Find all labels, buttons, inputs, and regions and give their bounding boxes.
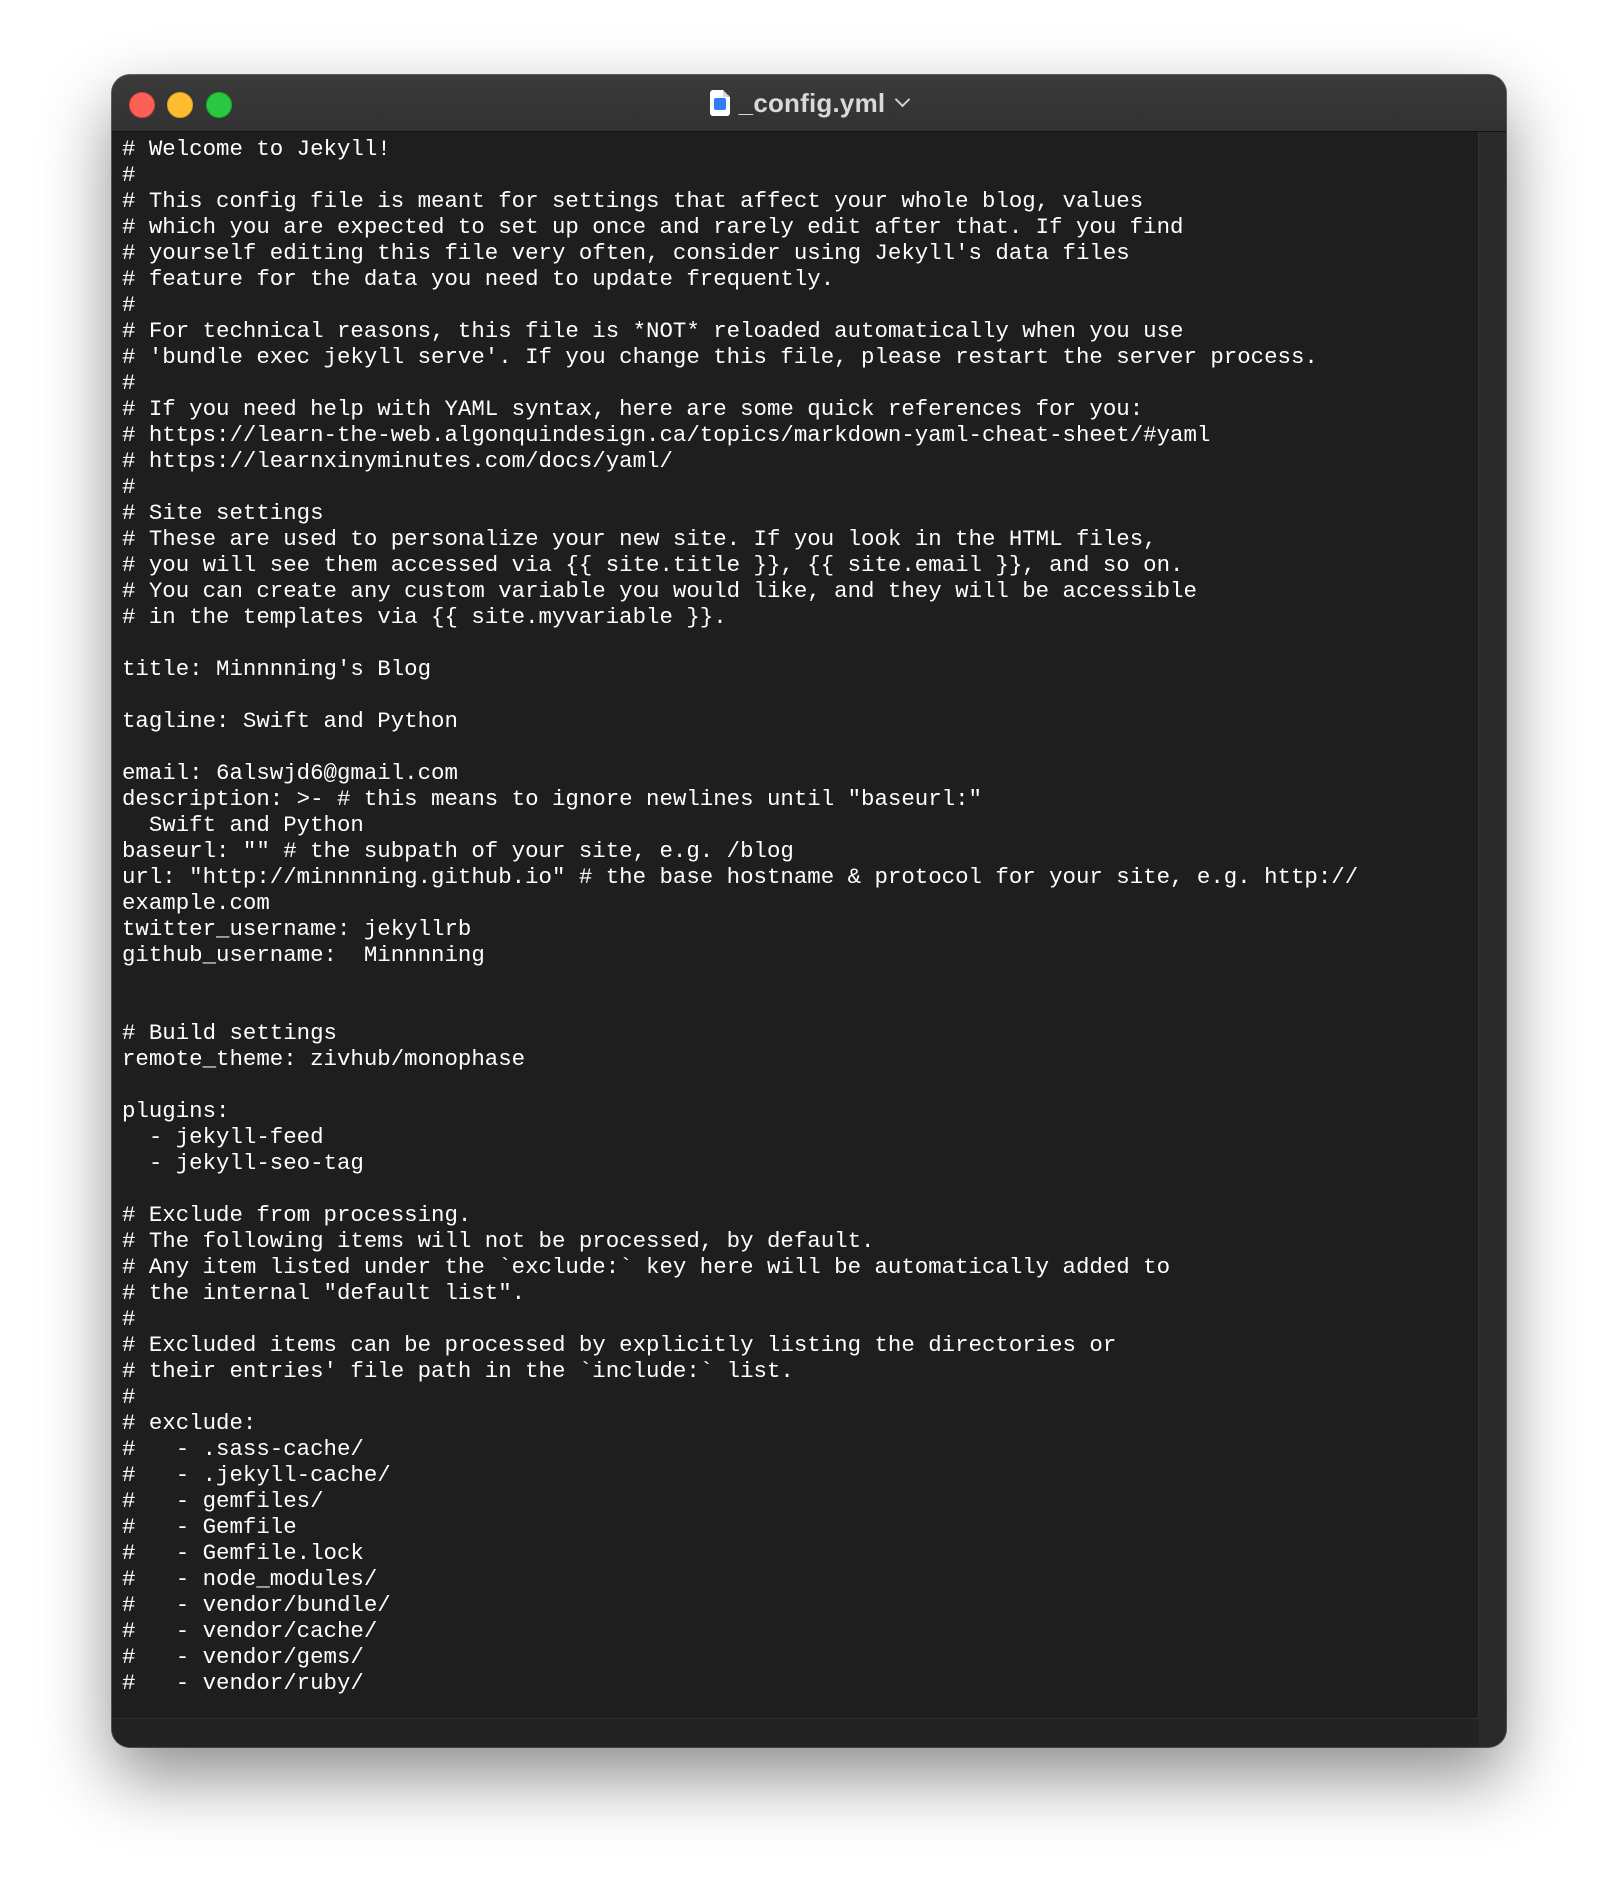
text-line[interactable]: # which you are expected to set up once and rarely edit after that. If you find (122, 214, 1184, 240)
vertical-scrollbar[interactable] (1478, 132, 1506, 1747)
text-line[interactable]: tagline: Swift and Python (122, 708, 458, 734)
text-editor-window (112, 75, 1506, 1747)
text-line[interactable]: github_username: Minnnning (122, 942, 485, 968)
text-line[interactable]: # These are used to personalize your new site. If you look in the HTML files, (122, 526, 1157, 552)
horizontal-scrollbar[interactable] (112, 1718, 1479, 1747)
text-line[interactable]: description: >- # this means to ignore newlines until "baseurl:" (122, 786, 982, 812)
text-line[interactable]: # yourself editing this file very often, consider using Jekyll's data files (122, 240, 1130, 266)
text-line[interactable]: # in the templates via {{ site.myvariable }}. (122, 604, 727, 630)
text-line[interactable]: Swift and Python (122, 812, 364, 838)
text-line[interactable]: # - node_modules/ (122, 1566, 378, 1592)
text-line[interactable]: # exclude: (122, 1410, 257, 1436)
text-line[interactable] (122, 682, 1479, 708)
text-line[interactable]: # their entries' file path in the `include:` list. (122, 1358, 794, 1384)
text-line[interactable]: # (122, 474, 136, 500)
text-line[interactable]: # - Gemfile.lock (122, 1540, 364, 1566)
text-line[interactable] (122, 968, 1479, 994)
text-line[interactable]: # 'bundle exec jekyll serve'. If you change this file, please restart the server process. (122, 344, 1318, 370)
document-icon (710, 90, 730, 116)
text-line[interactable]: url: "http://minnnning.github.io" # the base hostname & protocol for your site, e.g. http:// (122, 864, 1359, 890)
text-line[interactable]: - jekyll-feed (122, 1124, 324, 1150)
text-line[interactable]: baseurl: "" # the subpath of your site, e.g. /blog (122, 838, 794, 864)
text-line[interactable] (122, 1176, 1479, 1202)
text-editing-area[interactable] (112, 132, 1479, 1719)
text-line[interactable] (122, 994, 1479, 1020)
text-line[interactable]: # https://learn-the-web.algonquindesign.ca/topics/markdown-yaml-cheat-sheet/#yaml (122, 422, 1211, 448)
window-title-group[interactable] (112, 75, 1506, 131)
text-line[interactable]: # (122, 1384, 136, 1410)
text-line[interactable]: # - .sass-cache/ (122, 1436, 364, 1462)
text-line[interactable]: # Any item listed under the `exclude:` key here will be automatically added to (122, 1254, 1171, 1280)
text-line[interactable]: twitter_username: jekyllrb (122, 916, 472, 942)
document-text[interactable] (112, 132, 1479, 1696)
text-line[interactable]: # the internal "default list". (122, 1280, 526, 1306)
text-line[interactable] (122, 630, 1479, 656)
text-line[interactable]: title: Minnnning's Blog (122, 656, 432, 682)
text-line[interactable] (122, 1072, 1479, 1098)
text-line[interactable]: - jekyll-seo-tag (122, 1150, 364, 1176)
text-line[interactable]: # You can create any custom variable you would like, and they will be accessible (122, 578, 1197, 604)
text-line[interactable] (122, 734, 1479, 760)
title-bar[interactable] (112, 75, 1506, 132)
text-line[interactable]: # This config file is meant for settings that affect your whole blog, values (122, 188, 1144, 214)
document-glyph (714, 98, 726, 110)
text-line[interactable]: # Exclude from processing. (122, 1202, 472, 1228)
text-line[interactable]: remote_theme: zivhub/monophase (122, 1046, 526, 1072)
text-line[interactable]: # Excluded items can be processed by explicitly listing the directories or (122, 1332, 1117, 1358)
text-line[interactable]: # you will see them accessed via {{ site.title }}, {{ site.email }}, and so on. (122, 552, 1184, 578)
window-title[interactable]: _config.yml (738, 87, 886, 118)
text-line[interactable]: # - vendor/bundle/ (122, 1592, 391, 1618)
text-line[interactable]: # If you need help with YAML syntax, here are some quick references for you: (122, 396, 1144, 422)
text-line[interactable]: plugins: (122, 1098, 230, 1124)
text-line[interactable]: # Build settings (122, 1020, 337, 1046)
text-line[interactable]: # (122, 292, 136, 318)
text-line[interactable]: # - vendor/ruby/ (122, 1670, 364, 1696)
text-line[interactable]: # - .jekyll-cache/ (122, 1462, 391, 1488)
text-line[interactable]: # Site settings (122, 500, 324, 526)
text-line[interactable]: # - vendor/gems/ (122, 1644, 364, 1670)
text-line[interactable]: # feature for the data you need to update frequently. (122, 266, 835, 292)
text-line[interactable]: # Welcome to Jekyll! (122, 136, 391, 162)
text-line[interactable]: # - Gemfile (122, 1514, 297, 1540)
text-line[interactable]: # (122, 1306, 136, 1332)
text-line[interactable]: # - vendor/cache/ (122, 1618, 378, 1644)
text-line[interactable]: # - gemfiles/ (122, 1488, 324, 1514)
chevron-down-icon[interactable] (895, 92, 911, 108)
text-line[interactable]: # (122, 370, 136, 396)
text-line[interactable]: example.com (122, 890, 270, 916)
text-line[interactable]: # (122, 162, 136, 188)
text-line[interactable]: # https://learnxinyminutes.com/docs/yaml/ (122, 448, 673, 474)
text-line[interactable]: # For technical reasons, this file is *NOT* reloaded automatically when you use (122, 318, 1184, 344)
text-line[interactable]: email: 6alswjd6@gmail.com (122, 760, 458, 786)
text-line[interactable]: # The following items will not be processed, by default. (122, 1228, 875, 1254)
